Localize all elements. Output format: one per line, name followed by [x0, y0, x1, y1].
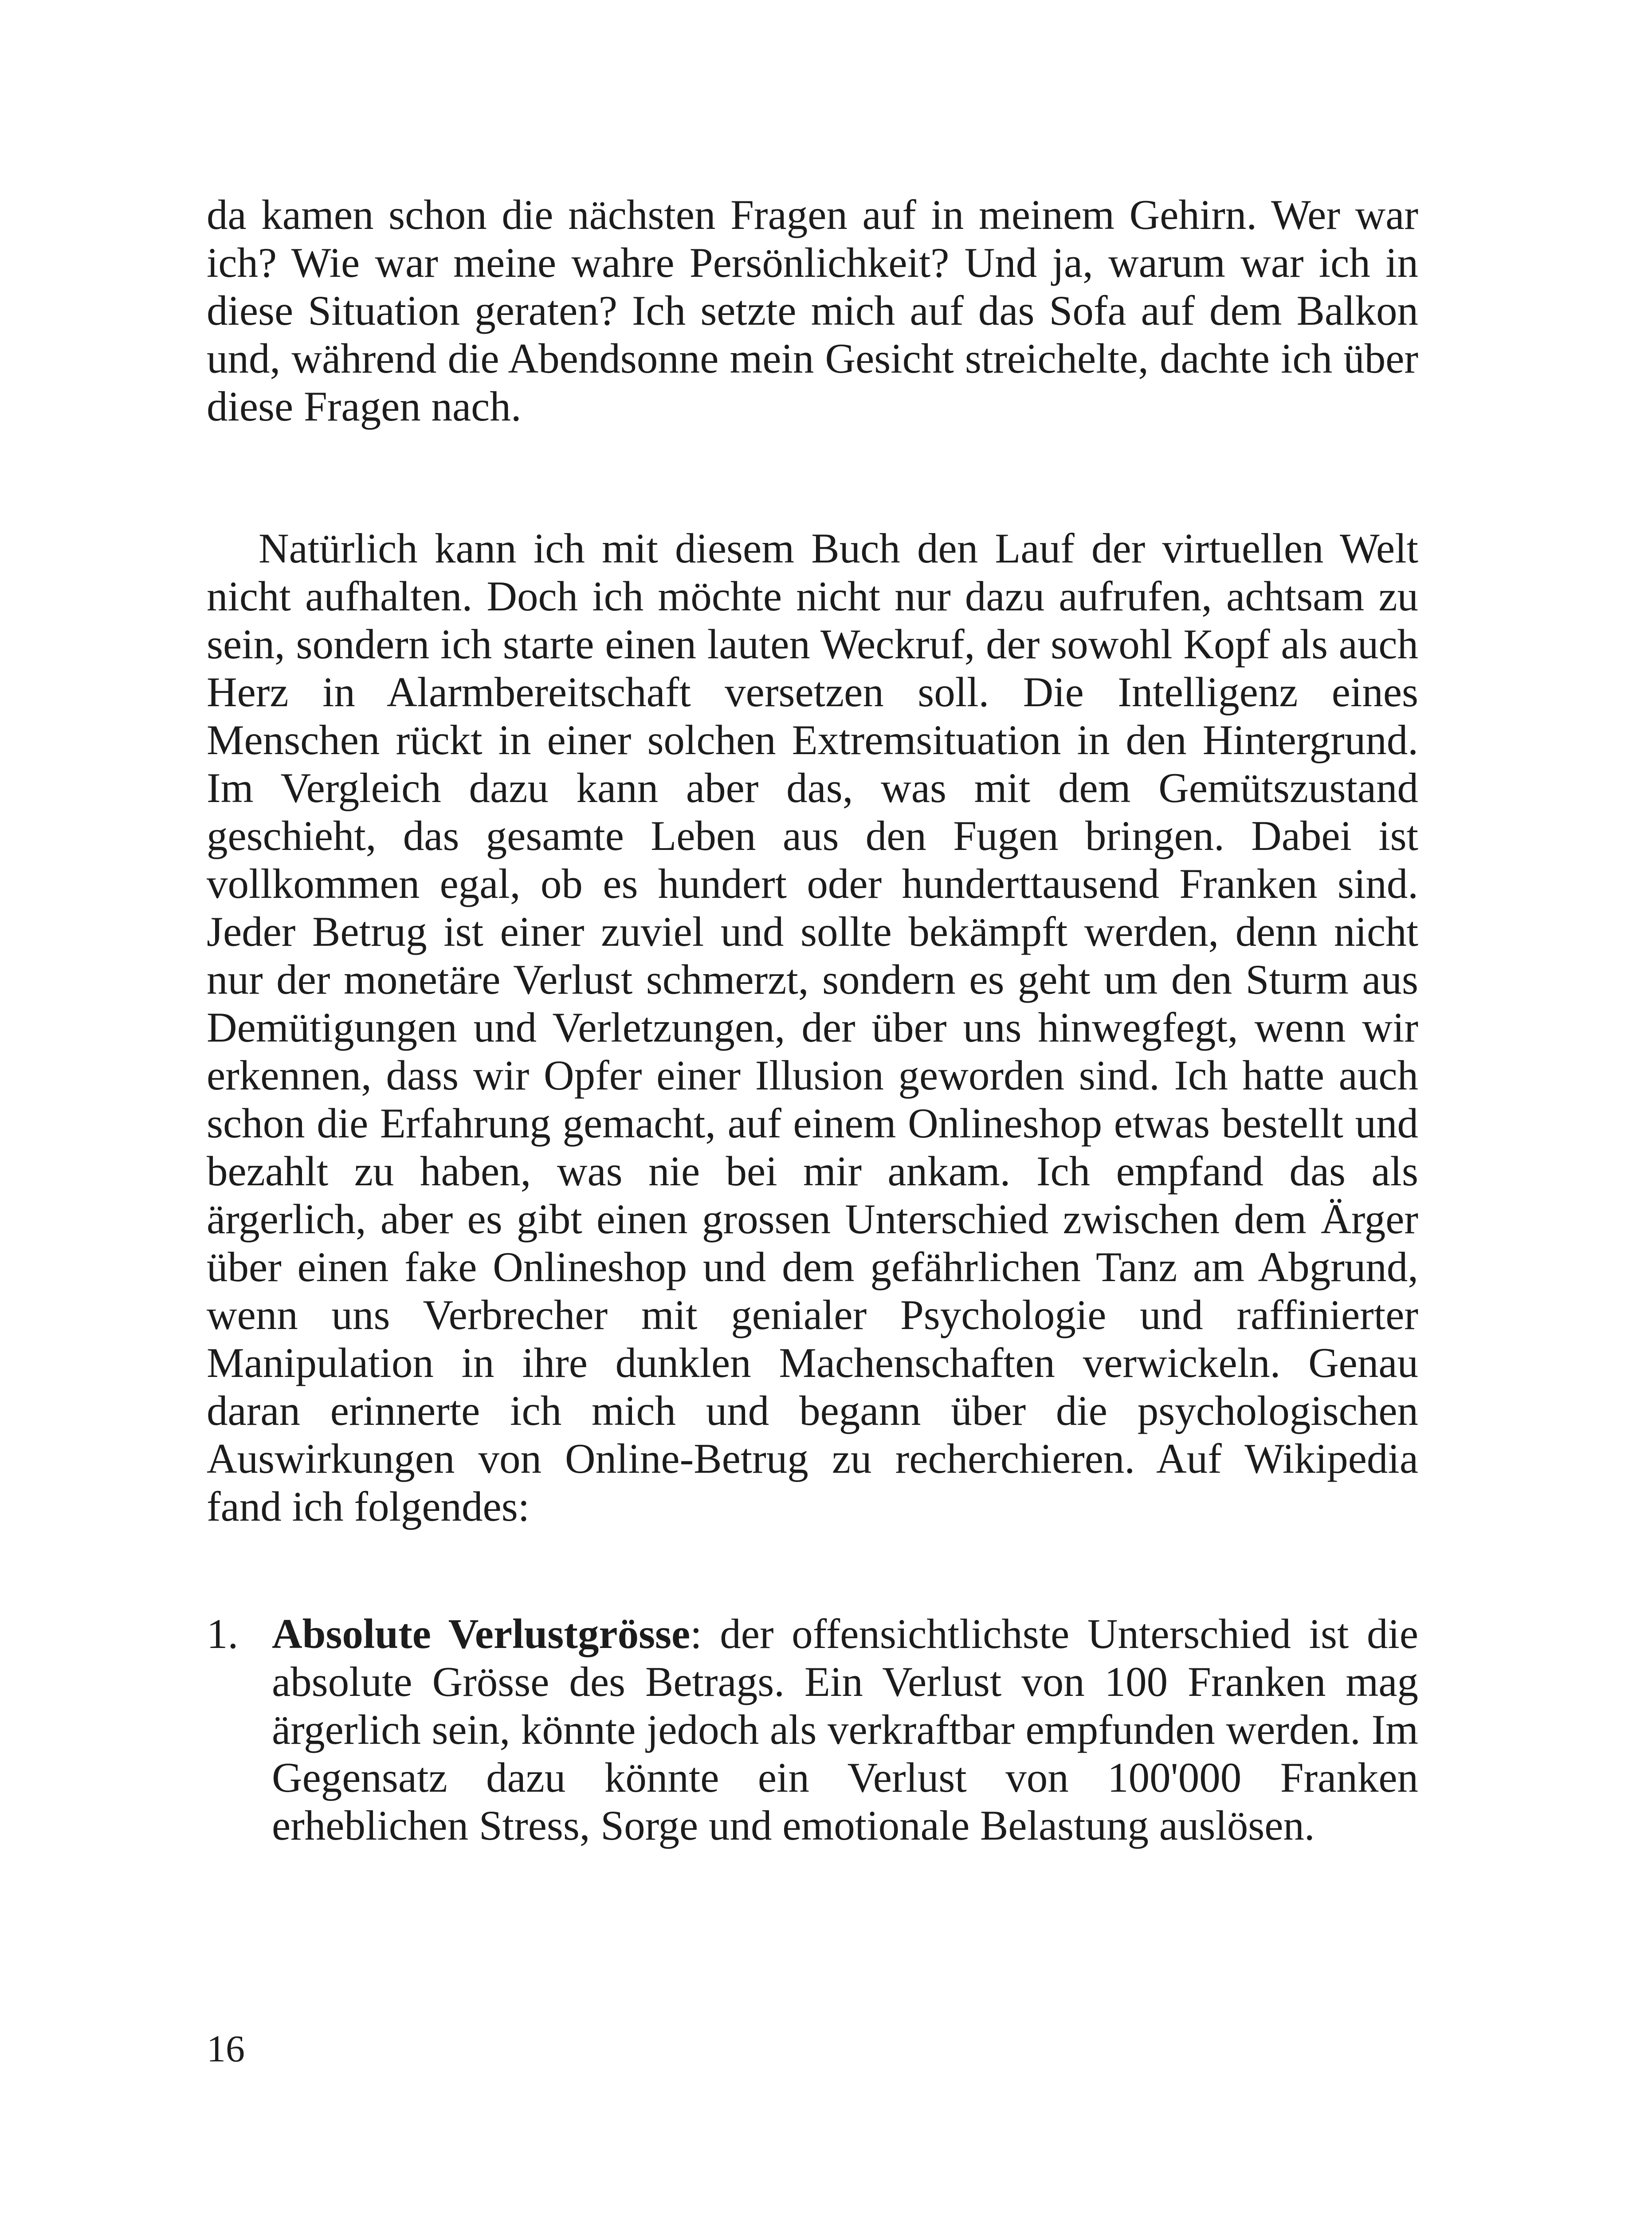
- list-item-text: : der offensichtlichste Unterschied ist die absolute Grösse des Betrags. Ein Verlust von 100 Franken mag ärgerlich sein, könnte jedoch als verkraftbar empfunden werden. Im Gegensatz dazu könnte ein Verlust von 100'000 Franken erheblichen Stress, Sorge und emotionale Belastung auslösen.: [272, 1610, 1419, 1849]
- paragraph-text: da kamen schon die nächsten Fragen auf in meinem Gehirn. Wer war ich? Wie war meine wahre Persönlichkeit? Und ja, warum war ich in diese Situation geraten? Ich setzte mich auf das Sofa auf dem Balkon und, während die Abendsonne mein Gesicht streichelte, dachte ich über diese Fragen nach.: [207, 191, 1418, 430]
- list-item-number: 1.: [207, 1610, 239, 1657]
- paragraph-continuation: [207, 191, 1418, 430]
- numbered-list: [207, 1610, 1418, 1849]
- list-item-term: Absolute Verlustgrösse: [272, 1610, 691, 1657]
- paragraph-text: Natürlich kann ich mit diesem Buch den Lauf der virtuellen Welt nicht aufhalten. Doch ich möchte nicht nur dazu aufrufen, achtsam zu sein, sondern ich starte einen lauten Weckruf, der sowohl Kopf als auch Herz in Alarmbereitschaft versetzen soll. Die Intelligenz eines Menschen rückt in einer solchen Extremsituation in den Hintergrund. Im Vergleich dazu kann aber das, was mit dem Gemütszustand geschieht, das gesamte Leben aus den Fugen bringen. Dabei ist vollkommen egal, ob es hundert oder hunderttausend Franken sind. Jeder Betrug ist einer zuviel und sollte bekämpft werden, denn nicht nur der monetäre Verlust schmerzt, sondern es geht um den Sturm aus Demütigungen und Verletzungen, der über uns hinwegfegt, wenn wir erkennen, dass wir Opfer einer Illusion geworden sind. Ich hatte auch schon die Erfahrung gemacht, auf einem Onlineshop etwas bestellt und bezahlt zu haben, was nie bei mir ankam. Ich empfand das als ärgerlich, aber es gibt einen grossen Unterschied zwischen dem Ärger über einen fake Onlineshop und dem gefährlichen Tanz am Abgrund, wenn uns Verbrecher mit genialer Psychologie und raffinierter Manipulation in ihre dunklen Machenschaften verwickeln. Genau daran erinnerte ich mich und begann über die psychologischen Auswirkungen von Online-Betrug zu recherchieren. Auf Wikipedia fand ich folgendes:: [207, 525, 1418, 1530]
- paragraph-main: [207, 524, 1418, 1530]
- list-item: [207, 1610, 1418, 1849]
- page-number: 16: [207, 2027, 245, 2070]
